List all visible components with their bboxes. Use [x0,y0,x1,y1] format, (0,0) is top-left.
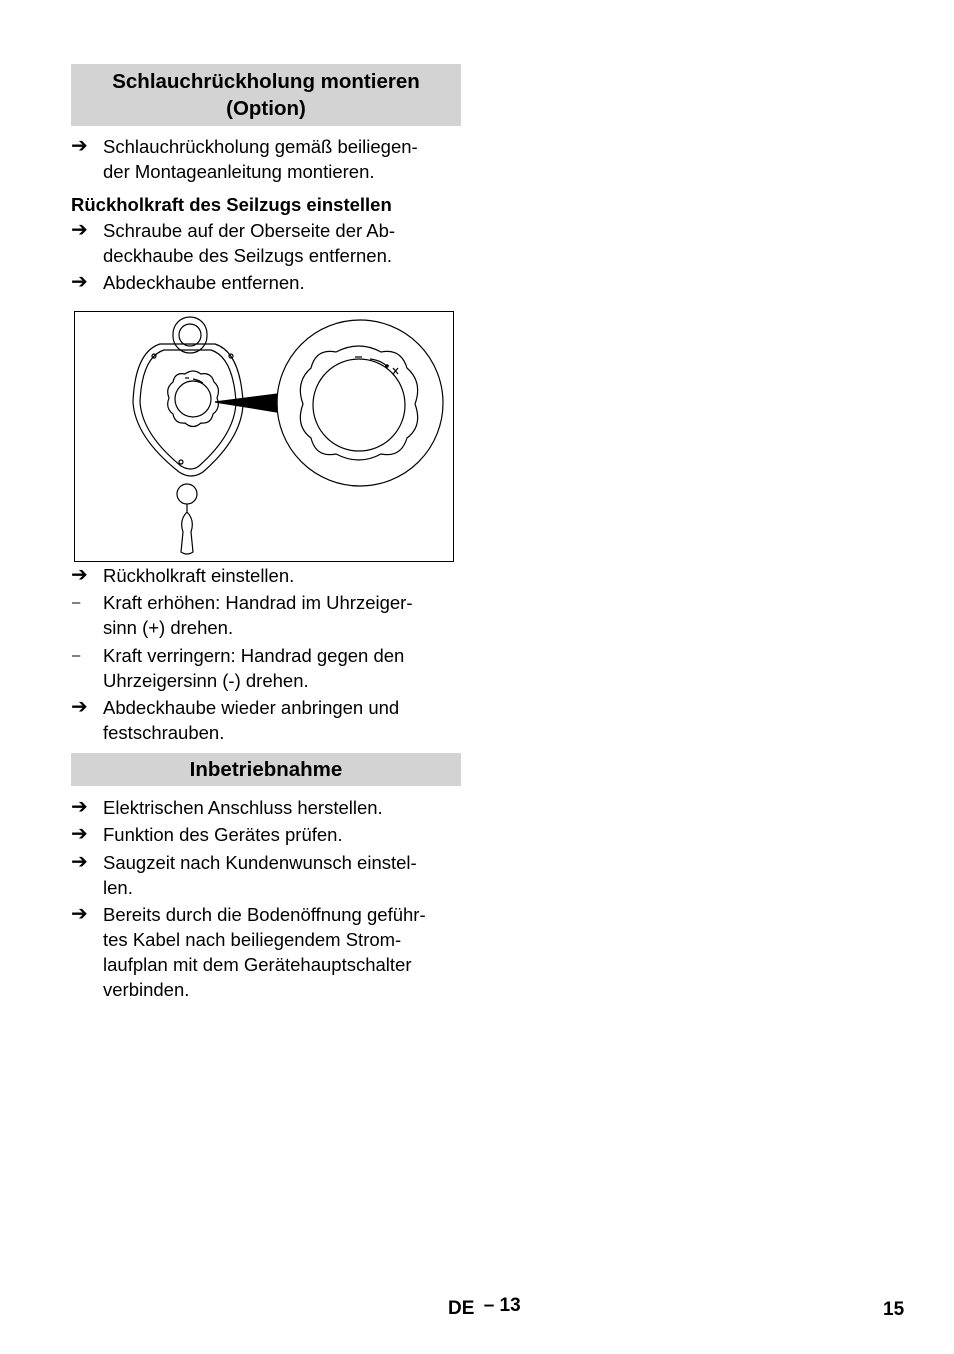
footer-section-page [448,1295,521,1320]
item-text: Funktion des Gerätes prüfen. [103,824,343,845]
footer-section-page-number: 13 [499,1295,521,1316]
item-text: Kraft erhöhen: Handrad im Uhrzeiger- sinn (+) drehen. [103,592,413,638]
list-item [71,850,461,900]
item-text: Abdeckhaube entfernen. [103,272,305,293]
list-section4 [71,795,461,1002]
item-text: Schlauchrückholung gemäß beiliegen- der Montageanleitung montieren. [103,136,418,182]
list-item [71,902,461,1002]
arrow-icon: ➔ [71,135,88,157]
list-item [71,270,461,295]
footer-dash: – [483,1295,495,1316]
dash-icon: – [72,594,81,611]
section-commissioning [71,753,461,786]
list-item [71,822,461,847]
arrow-icon: ➔ [71,696,88,718]
dash-icon: – [72,647,81,664]
arrow-icon: ➔ [71,903,88,925]
list-item [71,218,461,268]
section-mount-hose-retractor [71,64,461,126]
page-number: 15 [883,1299,905,1320]
footer-lang: DE [448,1298,475,1319]
list-item [71,643,461,693]
list-item [71,590,461,640]
arrow-icon: ➔ [71,271,88,293]
arrow-icon: ➔ [71,851,88,873]
arrow-icon: ➔ [71,219,88,241]
retractor-illustration [75,312,452,560]
item-text: Schraube auf der Oberseite der Ab- deckhaube des Seilzugs entfernen. [103,220,396,266]
item-text: Rückholkraft einstellen. [103,565,295,586]
list-item [71,795,461,820]
heading-text: Schlauchrückholung montieren (Option) [112,70,420,120]
section-retract-force [71,194,461,295]
section-heading-commissioning: Inbetriebnahme [71,753,461,786]
arrow-icon: ➔ [71,564,88,586]
list-section3 [71,563,461,745]
list-item [71,563,461,588]
item-text: Kraft verringern: Handrad gegen den Uhrzeigersinn (-) drehen. [103,645,405,691]
list-item [71,695,461,745]
subheading-retract-force: Rückholkraft des Seilzugs einstellen [71,194,392,215]
item-text: Elektrischen Anschluss herstellen. [103,797,383,818]
list-item [71,134,461,184]
item-text: Bereits durch die Bodenöffnung geführ- tes Kabel nach beiliegendem Strom- laufplan mit dem Gerätehauptschalter verbinden. [103,904,426,1000]
item-text: Saugzeit nach Kundenwunsch einstel- len. [103,852,417,898]
arrow-icon: ➔ [71,796,88,818]
section-heading-hose-retractor [71,64,461,126]
item-text: Abdeckhaube wieder anbringen und festschrauben. [103,697,400,743]
arrow-icon: ➔ [71,823,88,845]
retractor-figure [74,311,454,562]
list-section1 [71,134,461,184]
